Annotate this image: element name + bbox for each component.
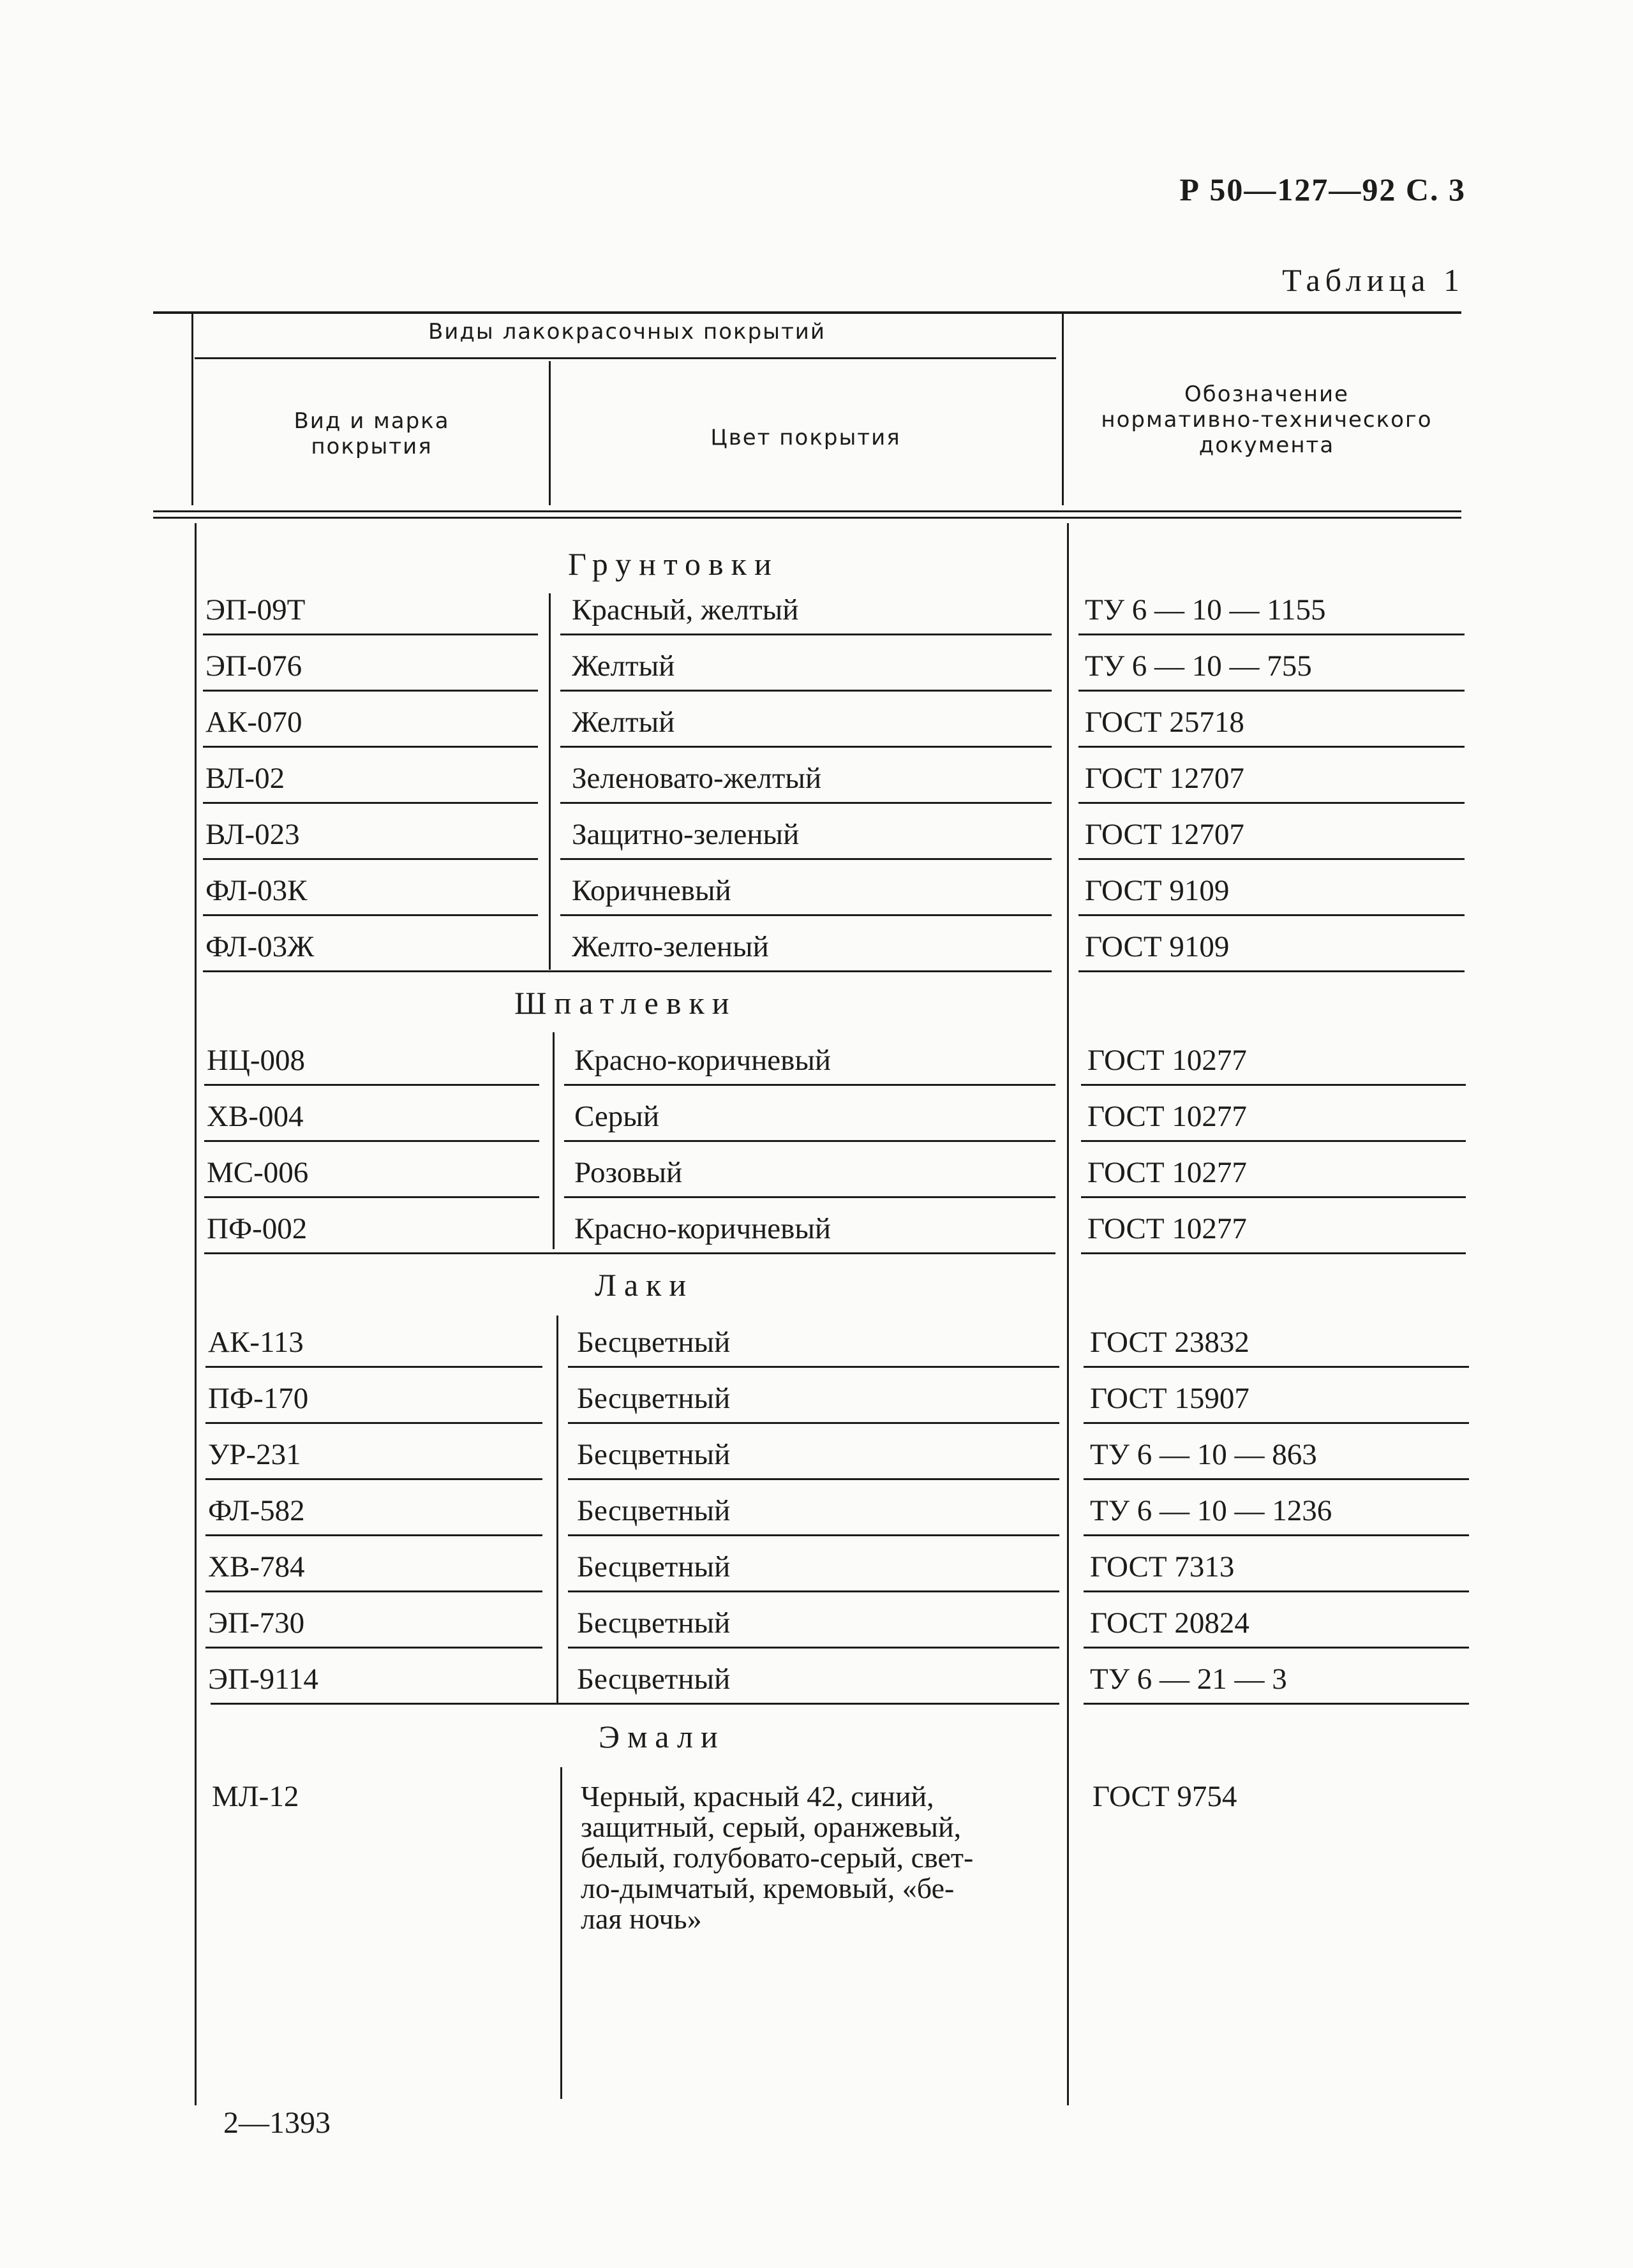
col2-header: Цвет покрытия bbox=[710, 425, 901, 450]
section-separator bbox=[203, 970, 1052, 972]
row-doc: ГОСТ 15907 bbox=[1090, 1382, 1249, 1415]
row-underline bbox=[568, 1478, 1059, 1480]
row-underline bbox=[205, 1647, 542, 1649]
row-doc: ГОСТ 12707 bbox=[1085, 762, 1244, 795]
row-color: Желто-зеленый bbox=[572, 930, 769, 963]
row-underline bbox=[205, 1590, 542, 1592]
section-title-putties: Шпатлевки bbox=[514, 985, 737, 1021]
head-divider-right bbox=[1062, 314, 1064, 505]
row-underline bbox=[560, 634, 1052, 635]
row-underline bbox=[564, 1196, 1055, 1198]
row-underline bbox=[203, 802, 538, 804]
row-color: Бесцветный bbox=[577, 1606, 731, 1640]
head-divider-left bbox=[549, 361, 551, 505]
page-header: Р 50—127—92 С. 3 bbox=[1179, 172, 1466, 207]
row-underline bbox=[568, 1590, 1059, 1592]
row-color: Бесцветный bbox=[577, 1663, 731, 1696]
section-separator bbox=[211, 1703, 1059, 1705]
row-doc: ТУ 6 — 10 — 1155 bbox=[1085, 593, 1326, 626]
row-doc: ТУ 6 — 10 — 1236 bbox=[1090, 1494, 1332, 1527]
col1-header-line: покрытия bbox=[311, 434, 433, 459]
row-underline bbox=[1078, 802, 1465, 804]
table-left-border bbox=[191, 314, 193, 505]
row-mark: АК-070 bbox=[205, 706, 302, 739]
row-mark: МС-006 bbox=[207, 1156, 309, 1189]
row-color: Желтый bbox=[572, 649, 675, 683]
row-color: Коричневый bbox=[572, 874, 731, 907]
row-doc: ГОСТ 25718 bbox=[1085, 706, 1244, 739]
row-underline bbox=[560, 802, 1052, 804]
row-underline bbox=[568, 1647, 1059, 1649]
row-color: Розовый bbox=[574, 1156, 683, 1189]
row-mark: ПФ-170 bbox=[208, 1382, 309, 1415]
row-underline bbox=[205, 1366, 542, 1368]
row-underline bbox=[1078, 634, 1465, 635]
col3-header-line: нормативно-технического bbox=[1101, 407, 1433, 433]
col1-header-line: Вид и марка bbox=[294, 408, 450, 434]
row-doc: ГОСТ 7313 bbox=[1090, 1550, 1235, 1583]
row-doc: ГОСТ 10277 bbox=[1087, 1156, 1247, 1189]
row-mark: ЭП-730 bbox=[208, 1606, 305, 1640]
row-mark: НЦ-008 bbox=[207, 1044, 306, 1077]
row-underline bbox=[1081, 1084, 1466, 1086]
row-color: Красно-коричневый bbox=[574, 1044, 831, 1077]
group-header: Виды лакокрасочных покрытий bbox=[428, 319, 826, 345]
col3-header-line: документа bbox=[1198, 433, 1335, 458]
row-doc: ГОСТ 9109 bbox=[1085, 930, 1230, 963]
color-line: ло-дымчатый, кремовый, «бе- bbox=[581, 1872, 955, 1904]
color-line: белый, голубовато-серый, свет- bbox=[581, 1841, 974, 1874]
section-title-lacquers: Лаки bbox=[595, 1267, 694, 1303]
row-underline bbox=[568, 1534, 1059, 1536]
row-color: Бесцветный bbox=[577, 1326, 731, 1359]
body-left-border bbox=[195, 523, 197, 2105]
row-color: Бесцветный bbox=[577, 1438, 731, 1471]
row-mark: ФЛ-03Ж bbox=[205, 930, 315, 963]
row-doc: ГОСТ 20824 bbox=[1090, 1606, 1249, 1640]
row-doc: ГОСТ 23832 bbox=[1090, 1326, 1249, 1359]
section-title-primers: Грунтовки bbox=[568, 546, 779, 582]
row-underline bbox=[568, 1366, 1059, 1368]
row-color: Серый bbox=[574, 1100, 660, 1133]
row-mark: ЭП-076 bbox=[205, 649, 302, 683]
row-underline bbox=[1078, 690, 1465, 692]
row-underline bbox=[1078, 746, 1465, 748]
row-underline bbox=[1084, 1703, 1469, 1705]
row-underline bbox=[560, 914, 1052, 916]
primers-col-divider bbox=[549, 593, 551, 970]
row-mark: ХВ-784 bbox=[208, 1550, 305, 1583]
row-color: Зеленовато-желтый bbox=[572, 762, 822, 795]
row-underline bbox=[564, 1140, 1055, 1142]
row-underline bbox=[204, 1140, 539, 1142]
row-doc: ТУ 6 — 10 — 755 bbox=[1085, 649, 1312, 683]
row-underline bbox=[1081, 1252, 1466, 1254]
row-mark: ВЛ-02 bbox=[205, 762, 285, 795]
body-divider-right bbox=[1067, 523, 1069, 2105]
row-underline bbox=[564, 1084, 1055, 1086]
row-doc: ГОСТ 12707 bbox=[1085, 818, 1244, 851]
row-underline bbox=[1081, 1140, 1466, 1142]
row-mark: АК-113 bbox=[208, 1326, 304, 1359]
row-underline bbox=[205, 1534, 542, 1536]
row-underline bbox=[204, 1084, 539, 1086]
row-mark: МЛ-12 bbox=[212, 1780, 299, 1813]
color-line: Черный, красный 42, синий, bbox=[581, 1780, 934, 1812]
row-mark: ВЛ-023 bbox=[205, 818, 300, 851]
row-mark: УР-231 bbox=[208, 1438, 301, 1471]
col3-header bbox=[1066, 382, 1468, 458]
row-color: Бесцветный bbox=[577, 1550, 731, 1583]
section-title-enamels: Эмали bbox=[599, 1719, 726, 1754]
row-color: Бесцветный bbox=[577, 1494, 731, 1527]
row-color: Бесцветный bbox=[577, 1382, 731, 1415]
row-underline bbox=[568, 1422, 1059, 1424]
row-underline bbox=[203, 746, 538, 748]
row-underline bbox=[204, 1196, 539, 1198]
row-doc: ГОСТ 10277 bbox=[1087, 1100, 1247, 1133]
row-doc: ГОСТ 9754 bbox=[1092, 1780, 1237, 1813]
enamels-col-divider bbox=[560, 1767, 562, 2099]
row-underline bbox=[203, 914, 538, 916]
row-underline bbox=[1078, 858, 1465, 860]
row-underline bbox=[560, 690, 1052, 692]
page-footer: 2—1393 bbox=[223, 2106, 331, 2140]
row-underline bbox=[205, 1422, 542, 1424]
head-bottom-rule-1 bbox=[153, 510, 1461, 512]
row-underline bbox=[1084, 1422, 1469, 1424]
row-underline bbox=[205, 1478, 542, 1480]
row-underline bbox=[203, 690, 538, 692]
table-caption: Таблица 1 bbox=[1282, 262, 1465, 298]
row-underline bbox=[1084, 1590, 1469, 1592]
color-line: защитный, серый, оранжевый, bbox=[581, 1811, 962, 1843]
row-color: Защитно-зеленый bbox=[572, 818, 800, 851]
row-mark: ПФ-002 bbox=[207, 1212, 308, 1245]
head-bottom-rule-2 bbox=[153, 517, 1461, 519]
putties-col-divider bbox=[553, 1032, 555, 1249]
row-color: Красно-коричневый bbox=[574, 1212, 831, 1245]
group-underline bbox=[195, 357, 1056, 359]
row-underline bbox=[203, 858, 538, 860]
row-underline bbox=[1078, 970, 1465, 972]
row-doc: ГОСТ 10277 bbox=[1087, 1044, 1247, 1077]
row-underline bbox=[560, 858, 1052, 860]
col1-header bbox=[195, 408, 549, 459]
row-doc: ТУ 6 — 21 — 3 bbox=[1090, 1663, 1287, 1696]
row-color: Красный, желтый bbox=[572, 593, 799, 626]
row-underline bbox=[1084, 1478, 1469, 1480]
row-underline bbox=[1081, 1196, 1466, 1198]
color-line: лая ночь» bbox=[581, 1902, 702, 1935]
row-mark: ХВ-004 bbox=[207, 1100, 304, 1133]
row-underline bbox=[1084, 1366, 1469, 1368]
row-doc: ГОСТ 9109 bbox=[1085, 874, 1230, 907]
row-underline bbox=[1084, 1647, 1469, 1649]
row-underline bbox=[560, 746, 1052, 748]
row-underline bbox=[1078, 914, 1465, 916]
row-mark: ЭП-09Т bbox=[205, 593, 306, 626]
row-doc: ТУ 6 — 10 — 863 bbox=[1090, 1438, 1317, 1471]
row-underline bbox=[203, 634, 538, 635]
lacquers-col-divider bbox=[556, 1316, 558, 1705]
row-mark: ФЛ-582 bbox=[208, 1494, 305, 1527]
row-doc: ГОСТ 10277 bbox=[1087, 1212, 1247, 1245]
table-top-rule bbox=[153, 311, 1461, 314]
row-mark: ЭП-9114 bbox=[208, 1663, 318, 1696]
row-underline bbox=[1084, 1534, 1469, 1536]
row-mark: ФЛ-03К bbox=[205, 874, 308, 907]
section-separator bbox=[204, 1252, 1055, 1254]
row-color: Желтый bbox=[572, 706, 675, 739]
row-color bbox=[581, 1781, 973, 1934]
col3-header-line: Обозначение bbox=[1184, 382, 1349, 407]
